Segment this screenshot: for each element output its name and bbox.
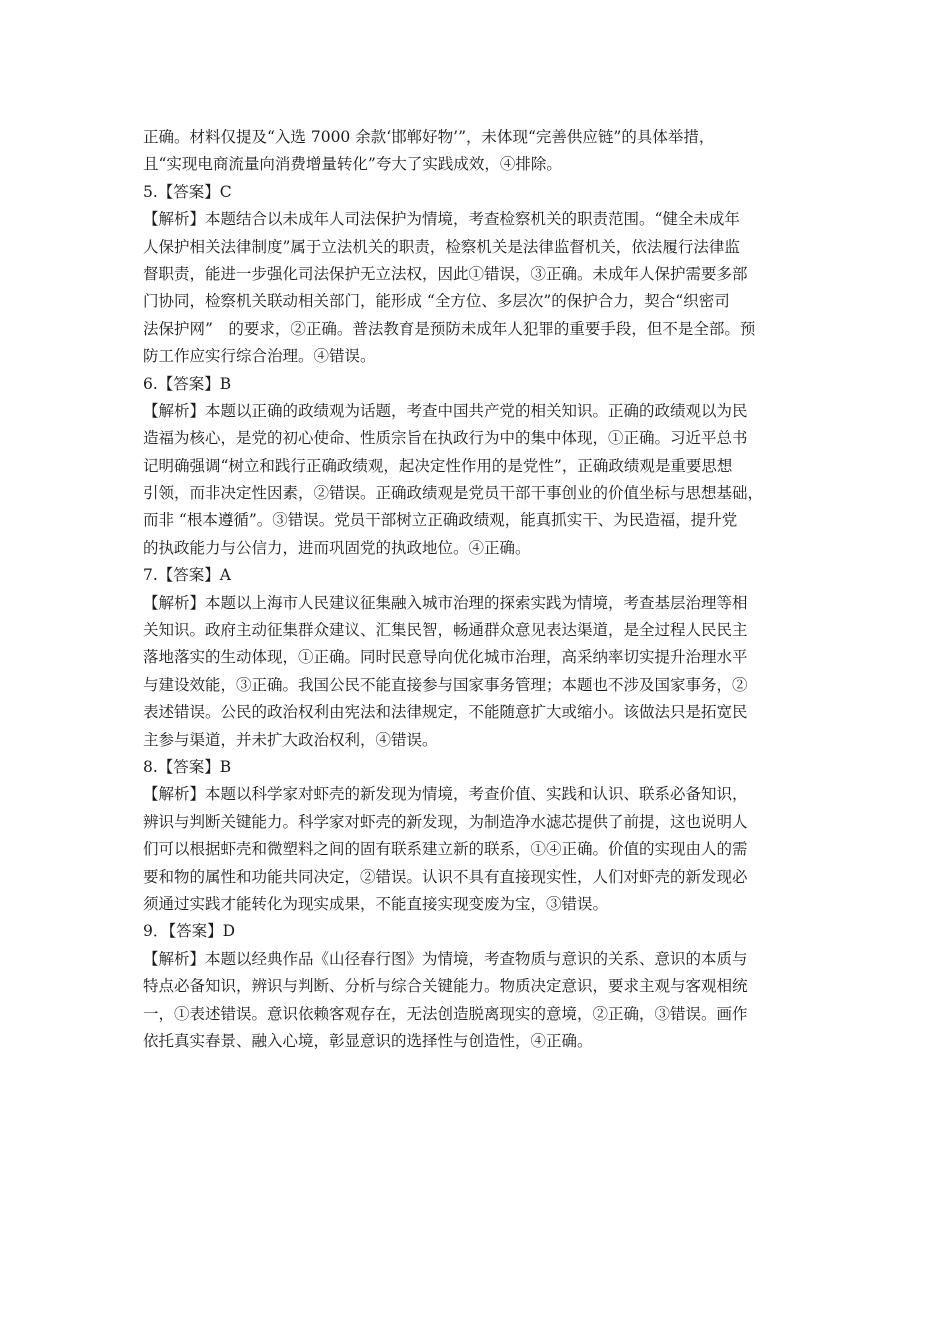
text-line: 主参与渠道，并未扩大政治权利，④错误。 <box>143 730 438 749</box>
text-line: 与建设效能，③正确。我国公民不能直接参与国家事务管理；本题也不涉及国家事务，② <box>143 675 748 694</box>
text-line: 且“实现电商流量向消费增量转化”夸大了实践成效，④排除。 <box>143 155 562 174</box>
text-line: 们可以根据虾壳和微塑料之间的固有联系建立新的联系，①④正确。价值的实现由人的需 <box>143 840 748 859</box>
text-line: 的执政能力与公信力，进而巩固党的执政地位。④正确。 <box>143 538 531 557</box>
text-line: 而非 “根本遵循”。③错误。党员干部树立正确政绩观，能真抓实干、为民造福，提升党 <box>143 511 738 530</box>
text-line: 法保护网” 的要求，②正确。普法教育是预防未成年人犯罪的重要手段，但不是全部。预 <box>143 319 756 338</box>
text-line: 督职责，能进一步强化司法保护无立法权，因此①错误，③正确。未成年人保护需要多部 <box>143 264 748 283</box>
text-line: 人保护相关法律制度”属于立法机关的职责，检察机关是法律监督机关，依法履行法律监 <box>143 237 740 256</box>
text-line: 特点必备知识，辨识与判断、分析与综合关键能力。物质决定意识，要求主观与客观相统 <box>143 977 748 996</box>
text-line: 【解析】本题以科学家对虾壳的新发现为情境，考查价值、实践和认识、联系必备知识， <box>143 785 748 804</box>
text-line: 【解析】本题以上海市人民建议征集融入城市治理的探索实践为情境，考查基层治理等相 <box>143 593 748 612</box>
text-line: 记明确强调“树立和践行正确政绩观，起决定性作用的是党性”，正确政绩观是重要思想 <box>143 456 733 475</box>
text-line: 落地落实的生动体现，①正确。同时民意导向优化城市治理，高采纳率切实提升治理水平 <box>143 648 748 667</box>
answer-explanations <box>143 124 813 1055</box>
text-line: 辨识与判断关键能力。科学家对虾壳的新发现，为制造净水滤芯提供了前提，这也说明人 <box>143 812 748 831</box>
text-line: 正确。材料仅提及“入选 7000 余款‘邯郸好物’”，未体现“完善供应链”的具体举措， <box>143 128 715 146</box>
text-line: 要和物的属性和功能共同决定，②错误。认识不具有直接现实性，人们对虾壳的新发现必 <box>143 867 748 886</box>
text-line: 一，①表述错误。意识依赖客观存在，无法创造脱离现实的意境，②正确，③错误。画作 <box>143 1004 748 1023</box>
text-line: 依托真实春景、融入心境，彰显意识的选择性与创造性，④正确。 <box>143 1031 593 1050</box>
text-line: 表述错误。公民的政治权利由宪法和法律规定，不能随意扩大或缩小。该做法只是拓宽民 <box>143 703 748 722</box>
answer-heading-6: 6.【答案】B <box>143 374 232 393</box>
text-line: 【解析】本题以正确的政绩观为话题，考查中国共产党的相关知识。正确的政绩观以为民 <box>143 401 748 420</box>
text-line: 造福为核心，是党的初心使命、性质宗旨在执政行为中的集中体现，①正确。习近平总书 <box>143 429 748 448</box>
text-line: 关知识。政府主动征集群众建议、汇集民智，畅通群众意见表达渠道，是全过程人民民主 <box>143 621 748 640</box>
text-line: 【解析】本题以经典作品《山径春行图》为情境，考查物质与意识的关系、意识的本质与 <box>143 949 748 968</box>
text-line: 门协同，检察机关联动相关部门，能形成 “全方位、多层次”的保护合力，契合“织密司 <box>143 292 730 311</box>
answer-heading-9: 9．【答案】D <box>143 922 236 941</box>
text-line: 须通过实践才能转化为现实成果，不能直接实现变废为宝，③错误。 <box>143 894 609 913</box>
answer-heading-8: 8.【答案】B <box>143 757 232 776</box>
answer-heading-5: 5.【答案】C <box>143 182 232 201</box>
text-line: 【解析】本题结合以未成年人司法保护为情境，考查检察机关的职责范围。“健全未成年 <box>143 210 740 229</box>
text-line: 引领，而非决定性因素，②错误。正确政绩观是党员干部干事创业的价值坐标与思想基础， <box>143 484 764 503</box>
answer-heading-7: 7.【答案】A <box>143 566 231 585</box>
text-line: 防工作应实行综合治理。④错误。 <box>143 347 376 366</box>
